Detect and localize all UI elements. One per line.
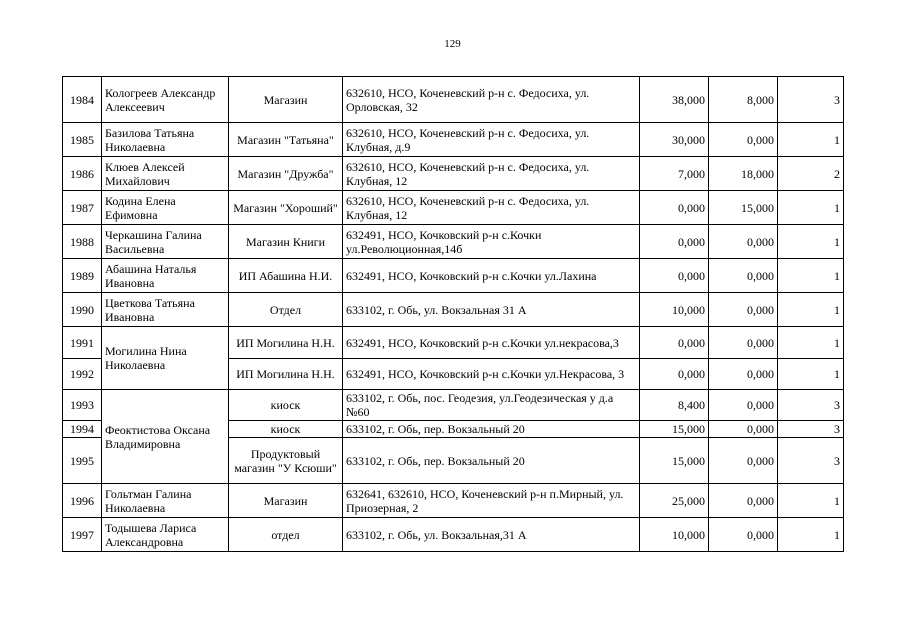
address-cell: 633102, г. Обь, ул. Вокзальная 31 А	[343, 293, 640, 327]
value-1-cell: 0,000	[640, 359, 709, 390]
table-row	[63, 484, 844, 518]
value-2-cell: 0,000	[709, 390, 778, 421]
value-3-cell: 1	[778, 123, 844, 157]
owner-name-cell: Могилина Нина Николаевна	[102, 327, 229, 390]
row-number-cell: 1997	[63, 518, 102, 552]
outlet-type-cell: Продуктовый магазин "У Ксюши"	[229, 438, 343, 484]
address-cell: 632610, НСО, Коченевский р-н с. Федосиха, ул. Клубная, 12	[343, 191, 640, 225]
address-cell: 632610, НСО, Коченевский р-н с. Федосиха, ул. Клубная, 12	[343, 157, 640, 191]
row-number-cell: 1995	[63, 438, 102, 484]
row-number-cell: 1992	[63, 359, 102, 390]
outlet-type-cell: киоск	[229, 390, 343, 421]
value-1-cell: 10,000	[640, 293, 709, 327]
value-1-cell: 25,000	[640, 484, 709, 518]
outlet-type-cell: киоск	[229, 421, 343, 438]
row-number-cell: 1993	[63, 390, 102, 421]
row-number-cell: 1989	[63, 259, 102, 293]
owner-name-cell: Кологреев Александр Алексеевич	[102, 77, 229, 123]
value-3-cell: 1	[778, 327, 844, 359]
value-3-cell: 3	[778, 438, 844, 484]
row-number-cell: 1987	[63, 191, 102, 225]
value-2-cell: 0,000	[709, 484, 778, 518]
outlet-type-cell: Отдел	[229, 293, 343, 327]
table-row	[63, 77, 844, 123]
row-number-cell: 1988	[63, 225, 102, 259]
value-3-cell: 1	[778, 484, 844, 518]
value-1-cell: 15,000	[640, 421, 709, 438]
table-row	[63, 518, 844, 552]
value-3-cell: 3	[778, 421, 844, 438]
outlet-type-cell: Магазин	[229, 484, 343, 518]
address-cell: 633102, г. Обь, пер. Вокзальный 20	[343, 438, 640, 484]
outlet-type-cell: Магазин "Хороший"	[229, 191, 343, 225]
owner-name-cell: Абашина Наталья Ивановна	[102, 259, 229, 293]
value-3-cell: 1	[778, 191, 844, 225]
address-cell: 632491, НСО, Кочковский р-н с.Кочки ул.Некрасова, 3	[343, 359, 640, 390]
value-1-cell: 30,000	[640, 123, 709, 157]
owner-name-cell: Кодина Елена Ефимовна	[102, 191, 229, 225]
owner-name-cell: Черкашина Галина Васильевна	[102, 225, 229, 259]
address-cell: 632610, НСО, Коченевский р-н с. Федосиха, ул. Орловская, 32	[343, 77, 640, 123]
value-1-cell: 8,400	[640, 390, 709, 421]
registry-table	[62, 76, 844, 552]
table-row	[63, 157, 844, 191]
address-cell: 633102, г. Обь, ул. Вокзальная,31 А	[343, 518, 640, 552]
outlet-type-cell: Магазин	[229, 77, 343, 123]
owner-name-cell: Клюев Алексей Михайлович	[102, 157, 229, 191]
address-cell: 632491, НСО, Кочковский р-н с.Кочки ул.Лахина	[343, 259, 640, 293]
value-2-cell: 0,000	[709, 293, 778, 327]
value-2-cell: 0,000	[709, 421, 778, 438]
address-cell: 632610, НСО, Коченевский р-н с. Федосиха, ул. Клубная, д.9	[343, 123, 640, 157]
value-2-cell: 8,000	[709, 77, 778, 123]
row-number-cell: 1986	[63, 157, 102, 191]
value-1-cell: 10,000	[640, 518, 709, 552]
value-2-cell: 15,000	[709, 191, 778, 225]
row-number-cell: 1985	[63, 123, 102, 157]
outlet-type-cell: Магазин "Дружба"	[229, 157, 343, 191]
address-cell: 633102, г. Обь, пос. Геодезия, ул.Геодезическая у д.а №60	[343, 390, 640, 421]
row-number-cell: 1994	[63, 421, 102, 438]
address-cell: 633102, г. Обь, пер. Вокзальный 20	[343, 421, 640, 438]
outlet-type-cell: отдел	[229, 518, 343, 552]
outlet-type-cell: ИП Могилина Н.Н.	[229, 359, 343, 390]
table-row	[63, 293, 844, 327]
value-3-cell: 1	[778, 259, 844, 293]
value-1-cell: 0,000	[640, 327, 709, 359]
value-3-cell: 3	[778, 390, 844, 421]
value-2-cell: 0,000	[709, 327, 778, 359]
address-cell: 632491, НСО, Кочковский р-н с.Кочки ул.некрасова,3	[343, 327, 640, 359]
outlet-type-cell: ИП Абашина Н.И.	[229, 259, 343, 293]
table-row	[63, 259, 844, 293]
value-2-cell: 0,000	[709, 123, 778, 157]
value-3-cell: 1	[778, 359, 844, 390]
outlet-type-cell: ИП Могилина Н.Н.	[229, 327, 343, 359]
table-row	[63, 191, 844, 225]
row-number-cell: 1990	[63, 293, 102, 327]
table-row	[63, 225, 844, 259]
value-2-cell: 0,000	[709, 225, 778, 259]
row-number-cell: 1991	[63, 327, 102, 359]
address-cell: 632641, 632610, НСО, Коченевский р-н п.Мирный, ул. Приозерная, 2	[343, 484, 640, 518]
value-3-cell: 3	[778, 77, 844, 123]
row-number-cell: 1996	[63, 484, 102, 518]
owner-name-cell: Гольтман Галина Николаевна	[102, 484, 229, 518]
value-3-cell: 1	[778, 518, 844, 552]
table-row	[63, 327, 844, 359]
owner-name-cell: Цветкова Татьяна Ивановна	[102, 293, 229, 327]
value-1-cell: 0,000	[640, 191, 709, 225]
value-1-cell: 38,000	[640, 77, 709, 123]
outlet-type-cell: Магазин Книги	[229, 225, 343, 259]
owner-name-cell: Тодышева Лариса Александровна	[102, 518, 229, 552]
address-cell: 632491, НСО, Кочковский р-н с.Кочки ул.Революционная,14б	[343, 225, 640, 259]
row-number-cell: 1984	[63, 77, 102, 123]
value-3-cell: 2	[778, 157, 844, 191]
value-3-cell: 1	[778, 225, 844, 259]
value-2-cell: 0,000	[709, 259, 778, 293]
table-row	[63, 123, 844, 157]
table-row	[63, 390, 844, 421]
page-number: 129	[444, 38, 461, 50]
owner-name-cell: Феоктистова Оксана Владимировна	[102, 390, 229, 484]
value-1-cell: 15,000	[640, 438, 709, 484]
value-2-cell: 0,000	[709, 359, 778, 390]
outlet-type-cell: Магазин "Татьяна"	[229, 123, 343, 157]
value-3-cell: 1	[778, 293, 844, 327]
value-1-cell: 0,000	[640, 225, 709, 259]
value-2-cell: 0,000	[709, 518, 778, 552]
value-2-cell: 18,000	[709, 157, 778, 191]
value-1-cell: 0,000	[640, 259, 709, 293]
owner-name-cell: Базилова Татьяна Николаевна	[102, 123, 229, 157]
value-2-cell: 0,000	[709, 438, 778, 484]
value-1-cell: 7,000	[640, 157, 709, 191]
